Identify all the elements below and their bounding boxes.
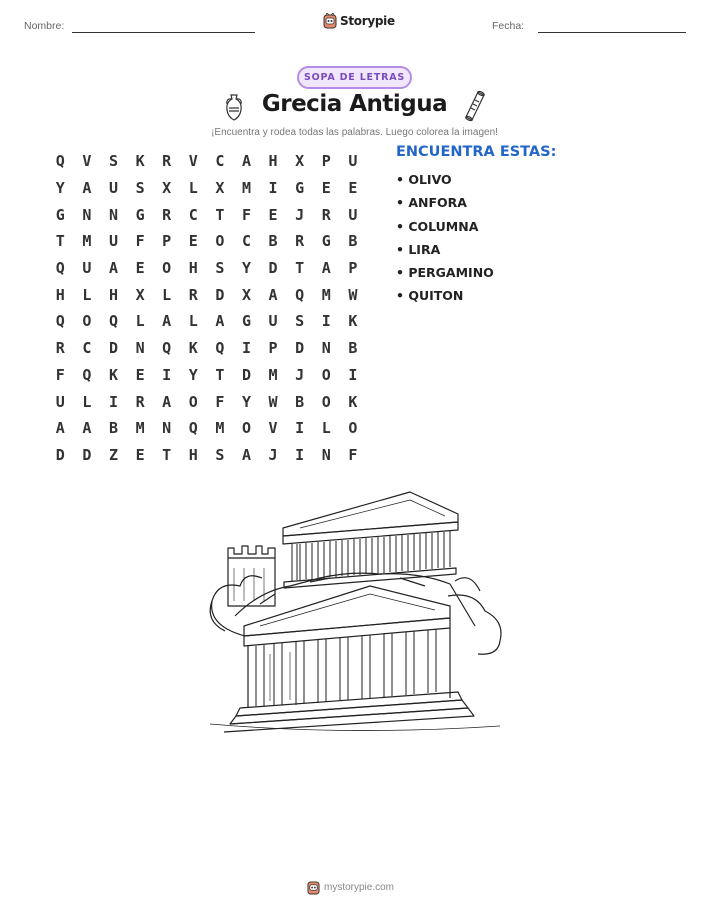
grid-letter[interactable]: U bbox=[108, 179, 118, 198]
word-search-grid bbox=[47, 148, 366, 468]
grid-letter[interactable]: V bbox=[188, 152, 198, 171]
grid-letter[interactable]: H bbox=[268, 152, 278, 171]
grid-letter[interactable]: W bbox=[348, 285, 358, 304]
grid-letter[interactable]: P bbox=[348, 259, 358, 278]
grid-letter[interactable]: G bbox=[321, 232, 331, 251]
grid-letter[interactable]: Q bbox=[82, 365, 92, 384]
mascot-logo-icon bbox=[307, 880, 320, 895]
grid-letter[interactable]: K bbox=[135, 152, 145, 171]
word-list-title: ENCUENTRA ESTAS: bbox=[396, 144, 557, 160]
grid-letter[interactable]: Y bbox=[241, 259, 251, 278]
grid-letter[interactable]: G bbox=[241, 312, 251, 331]
grid-letter[interactable]: E bbox=[135, 259, 145, 278]
grid-letter[interactable]: I bbox=[162, 365, 172, 384]
grid-letter[interactable]: Y bbox=[55, 179, 65, 198]
grid-letter[interactable]: S bbox=[215, 259, 225, 278]
grid-letter[interactable]: L bbox=[162, 285, 172, 304]
grid-letter[interactable]: X bbox=[295, 152, 305, 171]
name-line[interactable] bbox=[72, 32, 255, 33]
grid-letter[interactable]: E bbox=[268, 205, 278, 224]
grid-letter[interactable]: D bbox=[55, 445, 65, 464]
grid-letter[interactable]: M bbox=[135, 419, 145, 438]
activity-badge: SOPA DE LETRAS bbox=[297, 66, 412, 89]
grid-letter[interactable]: S bbox=[108, 152, 118, 171]
grid-letter[interactable]: H bbox=[55, 285, 65, 304]
grid-letter[interactable]: I bbox=[268, 179, 278, 198]
grid-letter[interactable]: S bbox=[295, 312, 305, 331]
grid-letter[interactable]: A bbox=[268, 285, 278, 304]
grid-letter[interactable]: R bbox=[162, 205, 172, 224]
grid-letter[interactable]: X bbox=[215, 179, 225, 198]
grid-letter[interactable]: O bbox=[82, 312, 92, 331]
grid-letter[interactable]: D bbox=[241, 365, 251, 384]
grid-letter[interactable]: L bbox=[321, 419, 331, 438]
grid-letter[interactable]: U bbox=[82, 259, 92, 278]
grid-letter[interactable]: U bbox=[268, 312, 278, 331]
grid-letter[interactable]: A bbox=[241, 152, 251, 171]
grid-letter[interactable]: B bbox=[348, 339, 358, 358]
grid-letter[interactable]: Q bbox=[162, 339, 172, 358]
grid-letter[interactable]: O bbox=[321, 392, 331, 411]
grid-letter[interactable]: N bbox=[321, 339, 331, 358]
grid-letter[interactable]: L bbox=[188, 312, 198, 331]
grid-letter[interactable]: M bbox=[268, 365, 278, 384]
grid-letter[interactable]: B bbox=[108, 419, 118, 438]
brand-name: Storypie bbox=[340, 14, 395, 28]
grid-letter[interactable]: L bbox=[135, 312, 145, 331]
grid-letter[interactable]: N bbox=[321, 445, 331, 464]
grid-letter[interactable]: E bbox=[188, 232, 198, 251]
grid-letter[interactable]: T bbox=[215, 365, 225, 384]
grid-letter[interactable]: J bbox=[268, 445, 278, 464]
word-item: • PERGAMINO bbox=[396, 265, 494, 281]
grid-letter[interactable]: A bbox=[241, 445, 251, 464]
grid-letter[interactable]: L bbox=[82, 285, 92, 304]
grid-letter[interactable]: I bbox=[108, 392, 118, 411]
grid-letter[interactable]: F bbox=[55, 365, 65, 384]
grid-letter[interactable]: O bbox=[162, 259, 172, 278]
grid-letter[interactable]: F bbox=[348, 445, 358, 464]
grid-letter[interactable]: G bbox=[55, 205, 65, 224]
grid-letter[interactable]: J bbox=[295, 365, 305, 384]
grid-letter[interactable]: I bbox=[295, 445, 305, 464]
grid-letter[interactable]: R bbox=[162, 152, 172, 171]
date-label: Fecha: bbox=[492, 20, 525, 32]
grid-letter[interactable]: X bbox=[135, 285, 145, 304]
grid-letter[interactable]: E bbox=[135, 365, 145, 384]
grid-letter[interactable]: B bbox=[348, 232, 358, 251]
grid-letter[interactable]: L bbox=[82, 392, 92, 411]
word-item: • COLUMNA bbox=[396, 218, 479, 234]
grid-letter[interactable]: N bbox=[162, 419, 172, 438]
grid-letter[interactable]: S bbox=[215, 445, 225, 464]
grid-letter[interactable]: B bbox=[268, 232, 278, 251]
grid-letter[interactable]: I bbox=[241, 339, 251, 358]
grid-letter[interactable]: C bbox=[188, 205, 198, 224]
grid-letter[interactable]: P bbox=[321, 152, 331, 171]
grid-letter[interactable]: T bbox=[215, 205, 225, 224]
grid-letter[interactable]: T bbox=[162, 445, 172, 464]
grid-letter[interactable]: F bbox=[135, 232, 145, 251]
grid-letter[interactable]: G bbox=[295, 179, 305, 198]
grid-letter[interactable]: G bbox=[135, 205, 145, 224]
grid-letter[interactable]: T bbox=[55, 232, 65, 251]
grid-letter[interactable]: O bbox=[215, 232, 225, 251]
name-label: Nombre: bbox=[24, 20, 65, 32]
grid-letter[interactable]: D bbox=[268, 259, 278, 278]
grid-letter[interactable]: F bbox=[241, 205, 251, 224]
grid-letter[interactable]: O bbox=[241, 419, 251, 438]
grid-letter[interactable]: A bbox=[82, 419, 92, 438]
grid-letter[interactable]: Y bbox=[241, 392, 251, 411]
grid-letter[interactable]: O bbox=[188, 392, 198, 411]
grid-letter[interactable]: Q bbox=[55, 152, 65, 171]
grid-letter[interactable]: A bbox=[162, 312, 172, 331]
grid-letter[interactable]: K bbox=[188, 339, 198, 358]
grid-letter[interactable]: O bbox=[348, 419, 358, 438]
grid-letter[interactable]: V bbox=[82, 152, 92, 171]
grid-letter[interactable]: D bbox=[215, 285, 225, 304]
grid-letter[interactable]: V bbox=[268, 419, 278, 438]
grid-letter[interactable]: M bbox=[321, 285, 331, 304]
brand-logo bbox=[323, 13, 395, 29]
grid-letter[interactable]: A bbox=[82, 179, 92, 198]
grid-letter[interactable]: W bbox=[268, 392, 278, 411]
grid-letter[interactable]: S bbox=[135, 179, 145, 198]
grid-letter[interactable]: R bbox=[55, 339, 65, 358]
grid-letter[interactable]: A bbox=[55, 419, 65, 438]
grid-letter[interactable]: U bbox=[55, 392, 65, 411]
word-list bbox=[396, 170, 494, 310]
grid-letter[interactable]: I bbox=[295, 419, 305, 438]
grid-letter[interactable]: I bbox=[348, 365, 358, 384]
grid-letter[interactable]: I bbox=[321, 312, 331, 331]
grid-letter[interactable]: R bbox=[295, 232, 305, 251]
grid-letter[interactable]: E bbox=[135, 445, 145, 464]
grid-letter[interactable]: U bbox=[108, 232, 118, 251]
word-item: • ANFORA bbox=[396, 195, 467, 211]
grid-letter[interactable]: L bbox=[188, 179, 198, 198]
grid-letter[interactable]: H bbox=[188, 445, 198, 464]
grid-letter[interactable]: R bbox=[188, 285, 198, 304]
footer bbox=[307, 880, 394, 895]
grid-letter[interactable]: K bbox=[348, 312, 358, 331]
grid-letter[interactable]: D bbox=[295, 339, 305, 358]
grid-letter[interactable]: U bbox=[348, 205, 358, 224]
mascot-logo-icon bbox=[323, 13, 337, 29]
grid-letter[interactable]: B bbox=[295, 392, 305, 411]
page-title: Grecia Antigua bbox=[261, 91, 448, 117]
grid-letter[interactable]: U bbox=[348, 152, 358, 171]
grid-letter[interactable]: Q bbox=[215, 339, 225, 358]
grid-letter[interactable]: E bbox=[348, 179, 358, 198]
grid-letter[interactable]: N bbox=[82, 205, 92, 224]
grid-letter[interactable]: H bbox=[188, 259, 198, 278]
grid-letter[interactable]: Z bbox=[108, 445, 118, 464]
grid-letter[interactable]: C bbox=[82, 339, 92, 358]
grid-letter[interactable]: F bbox=[215, 392, 225, 411]
grid-letter[interactable]: J bbox=[295, 205, 305, 224]
grid-letter[interactable]: A bbox=[108, 259, 118, 278]
grid-letter[interactable]: P bbox=[162, 232, 172, 251]
scroll-icon bbox=[462, 90, 488, 122]
grid-letter[interactable]: C bbox=[215, 152, 225, 171]
grid-letter[interactable]: X bbox=[162, 179, 172, 198]
grid-letter[interactable]: E bbox=[321, 179, 331, 198]
grid-letter[interactable]: K bbox=[348, 392, 358, 411]
grid-letter[interactable]: R bbox=[321, 205, 331, 224]
grid-letter[interactable]: Q bbox=[55, 312, 65, 331]
grid-letter[interactable]: Q bbox=[55, 259, 65, 278]
grid-letter[interactable]: A bbox=[215, 312, 225, 331]
grid-letter[interactable]: M bbox=[215, 419, 225, 438]
grid-letter[interactable]: K bbox=[108, 365, 118, 384]
grid-letter[interactable]: X bbox=[241, 285, 251, 304]
word-item: • OLIVO bbox=[396, 172, 452, 187]
grid-letter[interactable]: P bbox=[268, 339, 278, 358]
word-item: • LIRA bbox=[396, 241, 441, 257]
grid-letter[interactable]: H bbox=[108, 285, 118, 304]
grid-letter[interactable]: O bbox=[321, 365, 331, 384]
grid-letter[interactable]: N bbox=[108, 205, 118, 224]
word-item: • QUITON bbox=[396, 288, 464, 304]
grid-letter[interactable]: A bbox=[162, 392, 172, 411]
grid-letter[interactable]: Q bbox=[108, 312, 118, 331]
grid-letter[interactable]: T bbox=[295, 259, 305, 278]
grid-letter[interactable]: D bbox=[82, 445, 92, 464]
grid-letter[interactable]: C bbox=[241, 232, 251, 251]
greek-temple-acropolis-illustration bbox=[200, 486, 510, 741]
date-line[interactable] bbox=[538, 32, 686, 33]
grid-letter[interactable]: R bbox=[135, 392, 145, 411]
grid-letter[interactable]: M bbox=[82, 232, 92, 251]
grid-letter[interactable]: A bbox=[321, 259, 331, 278]
grid-letter[interactable]: M bbox=[241, 179, 251, 198]
grid-letter[interactable]: Q bbox=[188, 419, 198, 438]
grid-letter[interactable]: Q bbox=[295, 285, 305, 304]
grid-letter[interactable]: N bbox=[135, 339, 145, 358]
footer-url[interactable]: mystorypie.com bbox=[324, 882, 395, 893]
instructions: ¡Encuentra y rodea todas las palabras. Luego colorea la imagen! bbox=[211, 127, 498, 138]
grid-letter[interactable]: Y bbox=[188, 365, 198, 384]
grid-letter[interactable]: D bbox=[108, 339, 118, 358]
